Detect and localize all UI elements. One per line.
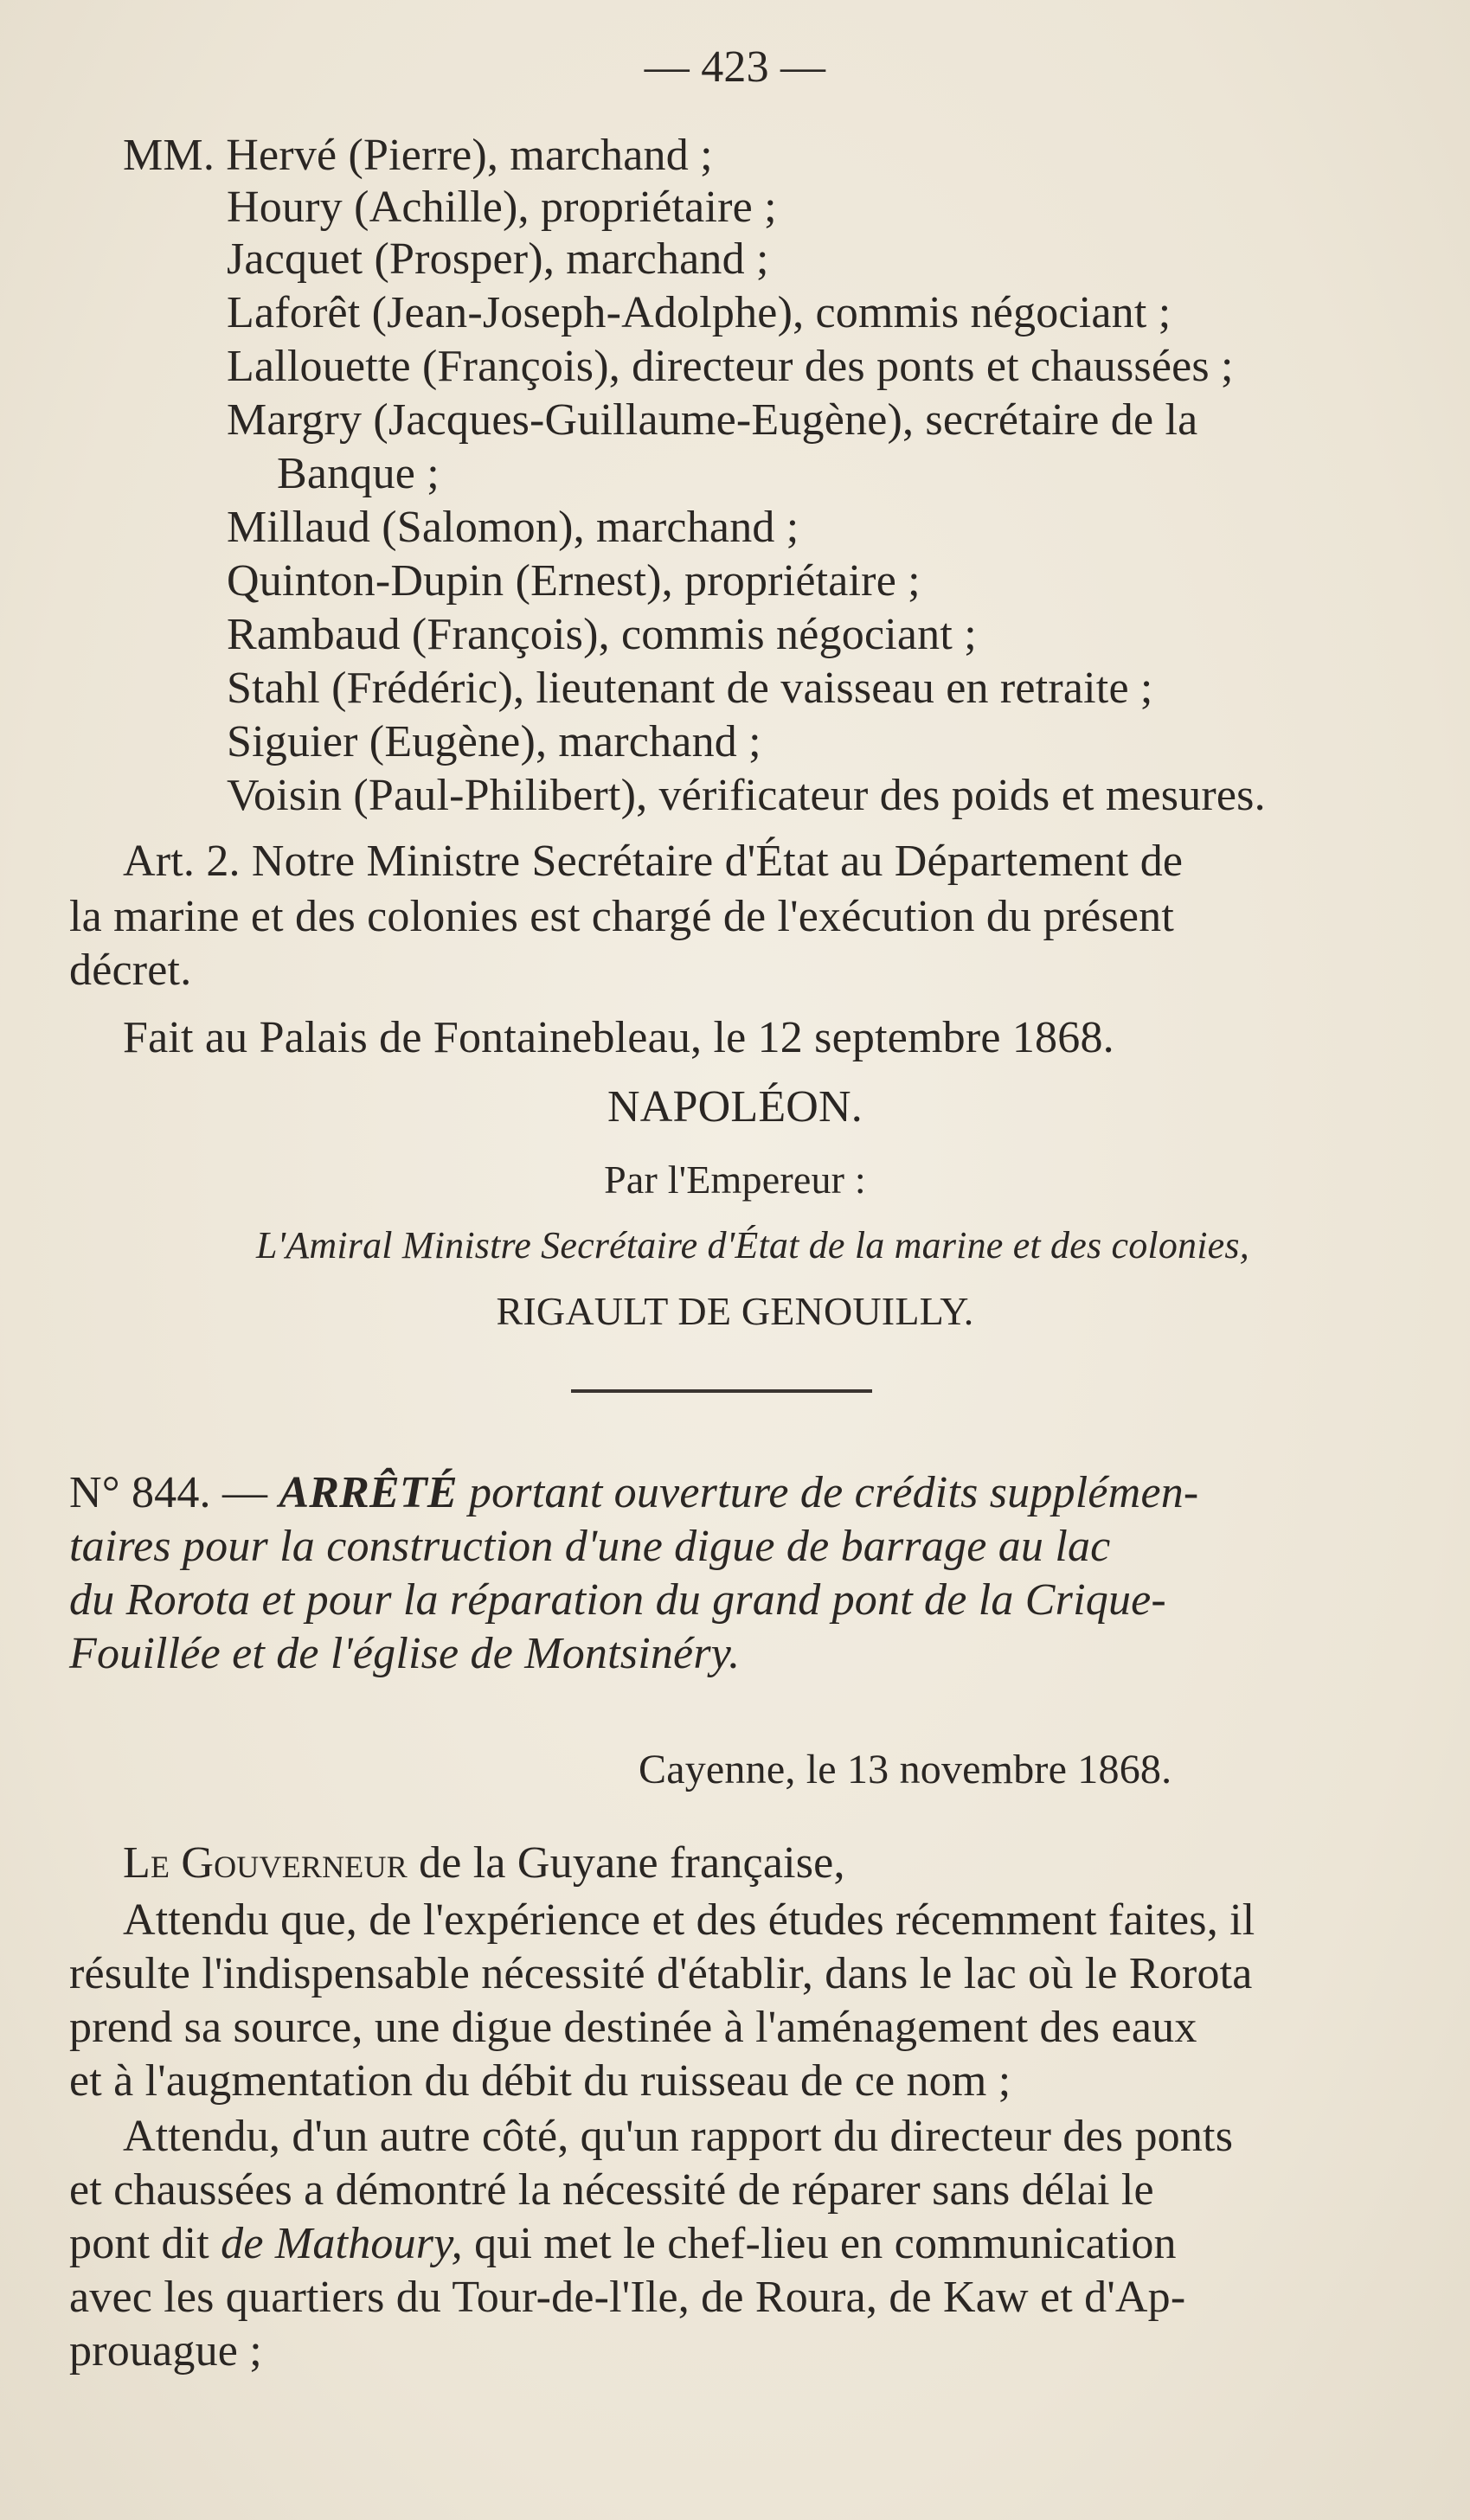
paragraph-line: et chaussées a démontré la nécessité de réparer sans délai le [69,2165,1154,2215]
paragraph-line: prouague ; [69,2326,262,2376]
section-divider [571,1389,872,1393]
gouverneur-rest: de la Guyane française, [419,1838,845,1888]
paragraph-line: avec les quartiers du Tour-de-l'Ile, de Roura, de Kaw et d'Ap- [69,2273,1186,2322]
arrete-heading-line [69,1467,1198,1519]
signature-minister: RIGAULT DE GENOUILLY. [496,1289,974,1333]
place-name: de Mathoury, [221,2219,463,2268]
paragraph-line: Attendu que, de l'expérience et des études récemment faites, il [123,1895,1255,1945]
list-line: Stahl (Frédéric), lieutenant de vaisseau en retraite ; [227,664,1153,713]
article-line: Art. 2. Notre Ministre Secrétaire d'État au Département de [123,837,1184,886]
place-date: Cayenne, le 13 novembre 1868. [639,1747,1172,1792]
paragraph-line: et à l'augmentation du débit du ruisseau de ce nom ; [69,2056,1011,2106]
arrete-heading-line: taires pour la construction d'une digue de barrage au lac [69,1522,1111,1571]
list-line: Voisin (Paul-Philibert), vérificateur des poids et mesures. [227,771,1266,820]
list-line: Banque ; [277,449,440,498]
arrete-number: N° 844. — [69,1468,268,1517]
arrete-heading-line: du Rorota et pour la réparation du grand pont de la Crique- [69,1575,1166,1625]
list-line: Millaud (Salomon), marchand ; [227,503,799,552]
gouverneur-line [123,1837,845,1889]
list-line: Lallouette (François), directeur des ponts et chaussées ; [227,342,1234,391]
paragraph-line [69,2218,1177,2270]
paragraph-line: prend sa source, une digue destinée à l'aménagement des eaux [69,2003,1197,2052]
page-number: — 423 — [644,42,826,92]
list-line: Jacquet (Prosper), marchand ; [227,234,769,284]
signature-name: NAPOLÉON. [607,1082,863,1132]
arrete-heading-line: Fouillée et de l'église de Montsinéry. [69,1629,741,1678]
list-line: Houry (Achille), propriétaire ; [227,183,777,232]
paragraph-text: pont dit [69,2219,209,2268]
paragraph-line: Attendu, d'un autre côté, qu'un rapport du directeur des ponts [123,2112,1234,2161]
article-line: la marine et des colonies est chargé de l'exécution du présent [69,892,1175,941]
arrete-keyword: ARRÊTÉ [279,1468,458,1517]
gouverneur-title: Le Gouverneur [123,1838,408,1888]
paragraph-text: qui met le chef-lieu en communication [474,2219,1177,2268]
paragraph-line: résulte l'indispensable nécessité d'établir, dans le lac où le Rorota [69,1949,1253,1998]
list-line: Margry (Jacques-Guillaume-Eugène), secrétaire de la [227,395,1198,445]
signature-par: Par l'Empereur : [604,1157,866,1202]
article-line: décret. [69,946,192,995]
list-line: Quinton-Dupin (Ernest), propriétaire ; [227,556,921,606]
list-line: Siguier (Eugène), marchand ; [227,717,761,766]
signature-title: L'Amiral Ministre Secrétaire d'État de la marine et des colonies, [256,1224,1249,1266]
fait-line: Fait au Palais de Fontainebleau, le 12 septembre 1868. [123,1013,1114,1062]
arrete-title-part: portant ouverture de crédits supplémen- [468,1468,1199,1517]
list-line: Laforêt (Jean-Joseph-Adolphe), commis négociant ; [227,288,1172,337]
list-line: Rambaud (François), commis négociant ; [227,610,977,659]
list-line: MM. Hervé (Pierre), marchand ; [123,131,713,180]
